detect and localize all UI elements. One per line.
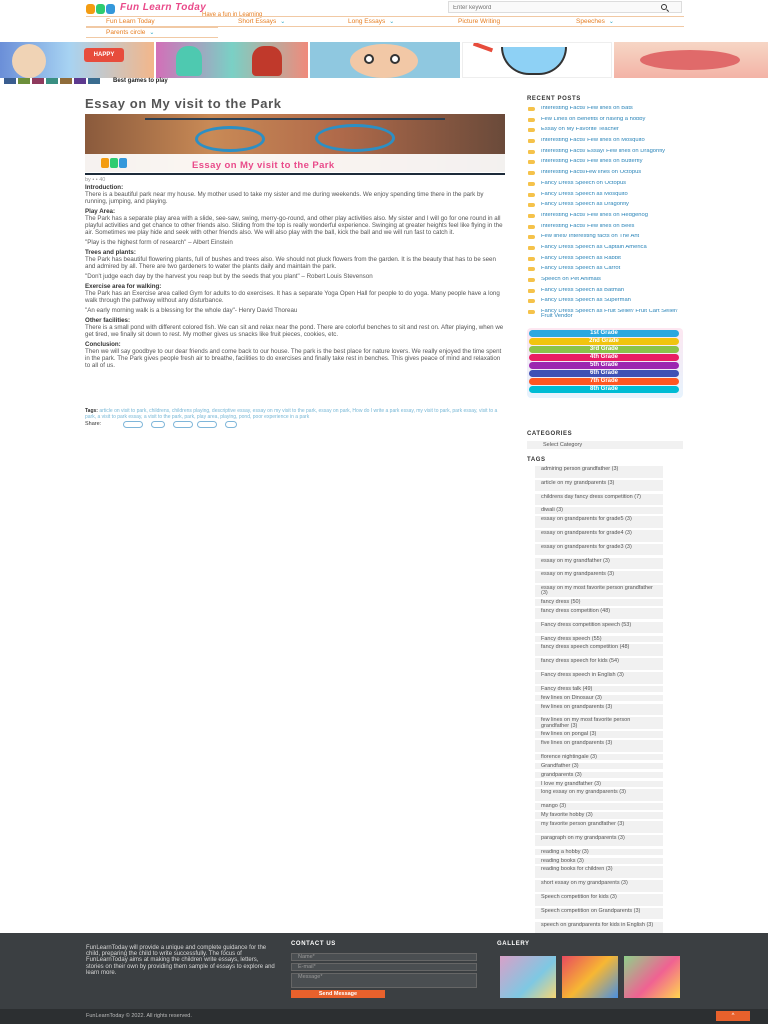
games-link[interactable]: Best games to play — [113, 78, 168, 84]
game-tile[interactable] — [614, 42, 768, 78]
game-tile[interactable] — [462, 42, 612, 78]
logo-icon — [86, 2, 116, 16]
tag-link[interactable]: few lines on pongal (3) — [535, 731, 663, 738]
grade-link[interactable]: 1st Grade — [529, 330, 679, 337]
logo-icon — [101, 156, 129, 170]
nav-label: Fun Learn Today — [106, 18, 155, 25]
section-heading: Trees and plants: — [85, 249, 136, 256]
tag-link[interactable]: I love my grandfather (3) — [535, 781, 663, 788]
tag-link[interactable]: childrens day fancy dress competition (7) — [535, 494, 663, 506]
section-text: There is a small pond with different colored fish. We can sit and relax near the pond. There are colorful benches to sit and rest on. After playing, when we get tired, we finally sit down to rest. My mother gives us snacks like fruit pieces, cookies, etc. — [85, 324, 504, 338]
hero-image — [85, 114, 505, 172]
footer-about: FunLearnToday will provide a unique and complete guidance for the child, preparing the child to write successfully. The focus of FunLearnToday aims at making the children write essays, letters, stories on their own by providing them sample of essays to explore and learn more. — [86, 945, 275, 976]
recent-post-link[interactable]: Fancy Dress Speech as Captain America — [527, 245, 684, 256]
recent-post-link[interactable]: Interesting Facts/ Essay/ Few lines on Dragonfly — [527, 149, 684, 160]
section-text: The Park has beautiful flowering plants, full of bushes and trees also. We should not pluck flowers from the garden. It is the beauty that has to be seen and admired by all. There are two gardeners to water the plants daily and maintain the park. — [85, 256, 496, 270]
tag-link[interactable]: speech on grandparents for kids in English (3) — [535, 922, 663, 934]
tag-link[interactable]: fancy dress competition (48) — [535, 608, 663, 620]
tag-link[interactable]: Fancy dress talk (49) — [535, 686, 663, 693]
tags-links[interactable]: article on visit to park, childrens, childrens playing, descriptive essay, essay on my visit to the park, essay on park, How do I write a park essay, my visit to park, park essay, visit to a park, a visit to park essay, a visit to the park, park, play area, playing, pond, poor experience in a park — [85, 408, 498, 420]
main-nav — [86, 16, 684, 40]
recent-post-link[interactable]: Interesting Facts/ Few lines on Hedgehog — [527, 213, 684, 224]
quote: "Don't judge each day by the harvest you reap but by the seeds that you plant" – Robert Louis Stevenson — [85, 273, 373, 280]
section-heading: Other facilities: — [85, 317, 131, 324]
recent-post-link[interactable]: Fancy Dress Speech as Mosquito — [527, 192, 684, 203]
tag-link[interactable]: admiring person grandfather (3) — [535, 466, 663, 478]
tag-link[interactable]: essay on grandparents for grade4 (3) — [535, 530, 663, 542]
quote: "Play is the highest form of research" – Albert Einstein — [85, 239, 233, 246]
tag-link[interactable]: reading books (3) — [535, 858, 663, 865]
copyright-text: FunLearnToday © 2022. All rights reserved. — [86, 1013, 192, 1019]
tag-link[interactable]: few lines on Dinosaur (3) — [535, 695, 663, 702]
tag-link[interactable]: my favorite person grandfather (3) — [535, 821, 663, 833]
games-ribbon — [0, 42, 768, 86]
grade-link[interactable]: 3rd Grade — [529, 346, 679, 353]
tag-link[interactable]: essay on my grandparents (3) — [535, 571, 663, 583]
nav-item-home[interactable] — [86, 16, 218, 27]
search-icon[interactable] — [661, 4, 667, 10]
nav-label: Long Essays — [348, 18, 386, 25]
recent-post-link[interactable]: Fancy Dress Speech as Carrot — [527, 266, 684, 277]
site-title: Fun Learn Today — [120, 2, 207, 13]
site-tagline: Have a fun in Learning — [202, 12, 263, 18]
pinterest-share-icon[interactable] — [197, 421, 217, 428]
chevron-down-icon: ⌄ — [608, 19, 614, 25]
nav-label: Parents circle — [106, 29, 146, 36]
categories-heading: CATEGORIES — [527, 431, 573, 437]
article-body — [85, 184, 505, 372]
tag-link[interactable]: paragraph on my grandparents (3) — [535, 835, 663, 847]
tag-link[interactable]: fancy dress speech for kids (54) — [535, 658, 663, 670]
site-footer — [0, 933, 768, 1024]
game-tile[interactable] — [0, 42, 154, 78]
section-text: There is a beautiful park near my house. My mother used to take my sister and me during weekends. We enjoy spending time there in the park by running, jumping, and playing. — [85, 191, 484, 205]
grade-links — [527, 328, 683, 398]
recent-post-link[interactable]: Few lines/ Interesting facts on The Ant — [527, 234, 684, 245]
tag-link[interactable]: essay on grandparents for grade3 (3) — [535, 544, 663, 556]
nav-item-long-essays[interactable] — [328, 16, 438, 27]
tag-link[interactable]: reading a hobby (3) — [535, 849, 663, 856]
games-thumbnails — [4, 78, 108, 84]
gallery-heading: GALLERY — [497, 941, 530, 947]
chevron-down-icon: ⌄ — [149, 30, 155, 36]
tag-link[interactable]: florence nightingale (3) — [535, 754, 663, 761]
nav-item-speeches[interactable] — [556, 16, 684, 27]
tag-link[interactable]: few lines on grandparents (3) — [535, 704, 663, 716]
twitter-share-icon[interactable] — [151, 421, 165, 428]
tag-link[interactable]: fancy dress speech competition (48) — [535, 644, 663, 656]
facebook-share-icon[interactable] — [123, 421, 143, 428]
recent-post-link[interactable]: Fancy Dress Speech as Batman — [527, 288, 684, 299]
tags-heading: TAGS — [527, 457, 546, 463]
swing-icon — [315, 124, 395, 152]
nav-item-picture-writing[interactable] — [438, 16, 556, 27]
gallery-image[interactable] — [624, 956, 680, 998]
recent-post-link[interactable]: Interesting Facts/ Few lines on Butterfly — [527, 159, 684, 170]
email-share-icon[interactable] — [225, 421, 237, 428]
grade-link[interactable]: 7th Grade — [529, 378, 679, 385]
email-field[interactable]: E-mail* — [291, 963, 477, 971]
pencil-icon — [473, 42, 493, 52]
recent-post-link[interactable]: Fancy Dress Speech as Superman — [527, 298, 684, 309]
recent-post-link[interactable]: Few Lines on Benefits of having a hobby — [527, 117, 684, 128]
nav-label: Speeches — [576, 18, 605, 25]
section-heading: Exercise area for walking: — [85, 283, 162, 290]
tag-link[interactable]: few lines on my most favorite person grandfather (3) — [535, 717, 663, 729]
tag-link[interactable]: essay on my most favorite person grandfather (3) — [535, 585, 663, 597]
swing-icon — [195, 126, 265, 152]
category-select[interactable]: Select Category — [527, 441, 683, 449]
grade-link[interactable]: 6th Grade — [529, 370, 679, 377]
section-text: The Park has a separate play area with a slide, see-saw, swing, merry-go-round, and other play activities also. My sister and I will go for one round in all playful activities and get chance to other friends also. Sliding from the top is really wonderful experience. Swinging at greater heights feel like flying in the air. Sometimes we play hide and seek with other friends also. We will also play with the ball, kick the ball and we will run fast to catch it. — [85, 215, 503, 236]
recent-post-link[interactable]: Fancy Dress Speech on Octopus — [527, 181, 684, 192]
game-tile[interactable] — [310, 42, 460, 78]
section-heading: Introduction: — [85, 184, 124, 191]
nav-label: Short Essays — [238, 18, 277, 25]
happy-sign: HAPPY — [84, 48, 124, 62]
chevron-down-icon: ⌄ — [389, 19, 395, 25]
chevron-down-icon: ⌄ — [280, 19, 286, 25]
post-meta: by • • 40 — [85, 177, 106, 183]
share-label: Share: — [85, 421, 102, 427]
lips-icon — [640, 50, 740, 70]
character-icon — [176, 46, 202, 76]
tag-link[interactable]: reading books for children (3) — [535, 866, 663, 878]
tag-link[interactable]: mango (3) — [535, 803, 663, 810]
cup-icon — [501, 47, 567, 75]
recent-post-link[interactable]: Fancy Dress Speech as Dragonfly — [527, 202, 684, 213]
quote: "An early morning walk is a blessing for the whole day"- Henry David Thoreau — [85, 307, 298, 314]
gallery-image[interactable] — [500, 956, 556, 998]
send-message-button[interactable]: Send Message — [291, 990, 385, 998]
tag-link[interactable]: essay on my grandfather (3) — [535, 558, 663, 570]
tag-link[interactable]: Speech competition on Grandparents (3) — [535, 908, 663, 920]
character-icon — [252, 46, 282, 76]
tag-link[interactable]: Fancy dress speech (55) — [535, 636, 663, 643]
back-to-top-button[interactable]: ^ — [716, 1011, 750, 1021]
share-bar — [85, 421, 285, 429]
nav-item-short-essays[interactable] — [218, 16, 328, 27]
hero-caption: Essay on My visit to the Park — [192, 160, 335, 171]
recent-post-link[interactable]: Interesting Facts/ Few lines on Bats — [527, 106, 684, 117]
site-header — [0, 0, 768, 40]
recent-post-link[interactable]: Interesting Facts/ Few lines on Bees — [527, 224, 684, 235]
tag-link[interactable]: Speech competition for kids (3) — [535, 894, 663, 906]
recent-post-link[interactable]: Interesting Facts/ Few lines on Mosquito — [527, 138, 684, 149]
message-field[interactable]: Message* — [291, 973, 477, 988]
tag-link[interactable]: Grandfather (3) — [535, 763, 663, 770]
gallery-image[interactable] — [562, 956, 618, 998]
section-text: Then we will say goodbye to our dear friends and come back to our house. The park is the best place for nature lovers. We really enjoyed the time spent in the park. The Park gives people fresh air to breathe, facilities to do exercises and finally take rest in benches. This gives peace of mind and relaxation to all of us. — [85, 348, 502, 369]
tag-link[interactable]: article on my grandparents (3) — [535, 480, 663, 492]
tag-link[interactable]: My favorite hobby (3) — [535, 812, 663, 819]
recent-post-link[interactable]: Essay on My Favorite Teacher — [527, 127, 684, 138]
recent-posts-list — [527, 106, 684, 320]
search-input[interactable] — [453, 3, 643, 12]
section-text: The Park has an Exercise area called Gym for adults to do exercises. It has a separate Yoga Open Hall for people to do yoga. Many people have a long walk through the pathway without any disturbance. — [85, 290, 500, 304]
recent-post-link[interactable]: Fancy Dress Speech as Fruit Seller/ Fruit Cart Seller/ Fruit Vendor — [527, 309, 684, 320]
article-title: Essay on My visit to the Park — [85, 96, 282, 111]
grade-link[interactable]: 2nd Grade — [529, 338, 679, 345]
tag-link[interactable]: essay on grandparents for grade5 (3) — [535, 516, 663, 528]
tag-link[interactable]: short essay on my grandparents (3) — [535, 880, 663, 892]
face-icon — [350, 44, 418, 78]
grade-link[interactable]: 5th Grade — [529, 362, 679, 369]
tags-label: Tags: — [85, 408, 98, 414]
recent-posts-heading: RECENT POSTS — [527, 96, 581, 102]
tag-link[interactable]: grandparents (3) — [535, 772, 663, 779]
contact-heading: CONTACT US — [291, 941, 336, 947]
recent-post-link[interactable]: Fancy Dress Speech as Rabbit — [527, 256, 684, 267]
tag-link[interactable]: Fancy dress speech in English (3) — [535, 672, 663, 684]
recent-post-link[interactable]: Speech on Pet Animals — [527, 277, 684, 288]
recent-post-link[interactable]: Interesting Facts/Few lines on Octopus — [527, 170, 684, 181]
grade-link[interactable]: 8th Grade — [529, 386, 679, 393]
tag-link[interactable]: Fancy dress competition speech (53) — [535, 622, 663, 634]
nav-item-parents-circle[interactable] — [86, 27, 218, 38]
copyright-bar — [0, 1009, 768, 1024]
game-tile[interactable] — [156, 42, 308, 78]
tag-link[interactable]: five lines on grandparents (3) — [535, 740, 663, 752]
cartoon-face-icon — [12, 44, 46, 78]
divider — [85, 173, 505, 175]
section-heading: Conclusion: — [85, 341, 121, 348]
grade-link[interactable]: 4th Grade — [529, 354, 679, 361]
tag-link[interactable]: diwali (3) — [535, 507, 663, 514]
whatsapp-share-icon[interactable] — [173, 421, 193, 428]
tag-link[interactable]: long essay on my grandparents (3) — [535, 789, 663, 801]
sidebar — [527, 96, 684, 928]
nav-label: Picture Writing — [458, 18, 501, 25]
article-tags — [85, 408, 505, 420]
search-box — [448, 1, 682, 13]
name-field[interactable]: Name* — [291, 953, 477, 961]
tag-link[interactable]: fancy dress (50) — [535, 599, 663, 606]
section-heading: Play Area: — [85, 208, 116, 215]
